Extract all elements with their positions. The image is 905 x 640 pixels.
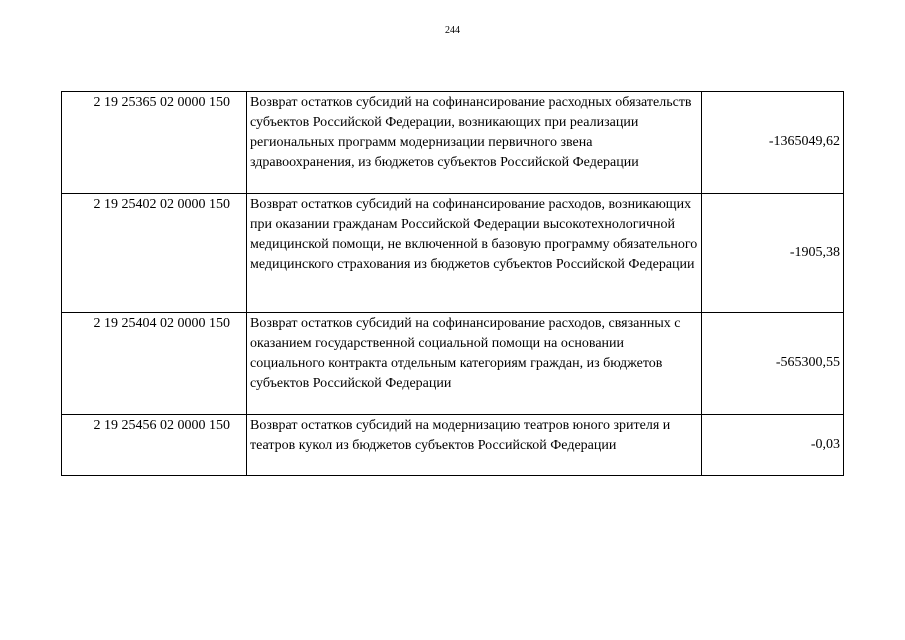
budget-code-cell: 2 19 25404 02 0000 150 [62, 313, 247, 415]
table-row [62, 194, 844, 313]
table-row [62, 92, 844, 194]
description-cell: Возврат остатков субсидий на софинансирование расходов, связанных с оказанием государственной социальной помощи на основании социального контракта отдельным категориям граждан, из бюджетов субъектов Российской Федерации [247, 313, 702, 415]
budget-table [61, 91, 844, 476]
description-cell: Возврат остатков субсидий на софинансирование расходных обязательств субъектов Российской Федерации, возникающих при реализации региональных программ модернизации первичного звена здравоохранения, из бюджетов субъектов Российской Федерации [247, 92, 702, 194]
table-row [62, 313, 844, 415]
amount-cell: -1365049,62 [702, 92, 844, 194]
page-number: 244 [445, 25, 460, 36]
budget-code-cell: 2 19 25456 02 0000 150 [62, 415, 247, 476]
description-cell: Возврат остатков субсидий на модернизацию театров юного зрителя и театров кукол из бюджетов субъектов Российской Федерации [247, 415, 702, 476]
budget-code-cell: 2 19 25365 02 0000 150 [62, 92, 247, 194]
amount-cell: -1905,38 [702, 194, 844, 313]
description-cell: Возврат остатков субсидий на софинансирование расходов, возникающих при оказании гражданам Российской Федерации высокотехнологичной медицинской помощи, не включенной в базовую программу обязательного медицинского страхования из бюджетов субъектов Российской Федерации [247, 194, 702, 313]
amount-cell: -565300,55 [702, 313, 844, 415]
amount-cell: -0,03 [702, 415, 844, 476]
table-row [62, 415, 844, 476]
budget-code-cell: 2 19 25402 02 0000 150 [62, 194, 247, 313]
